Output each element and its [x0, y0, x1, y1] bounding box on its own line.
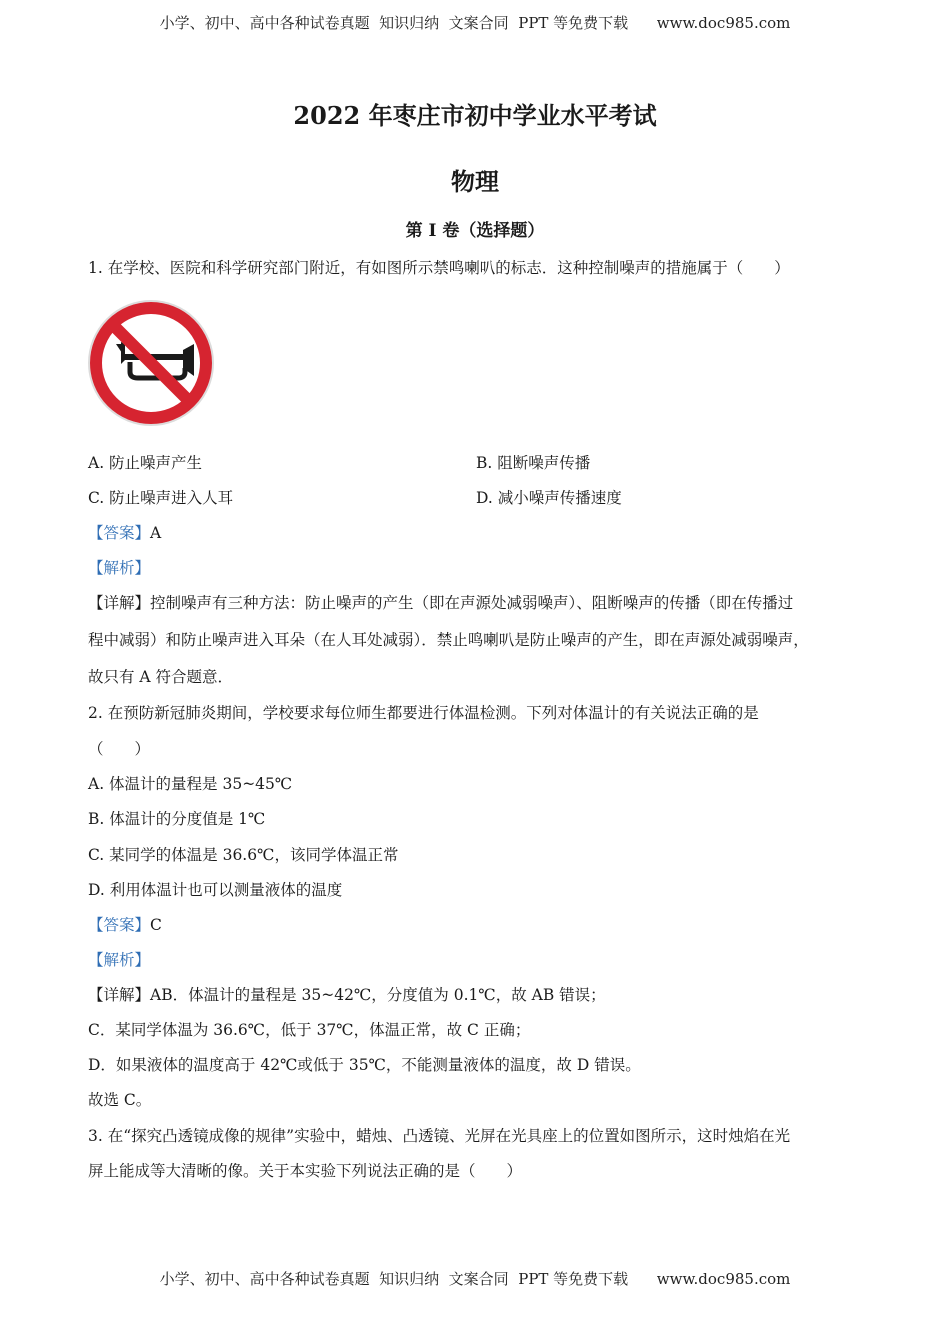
detail-text: 控制噪声有三种方法：防止噪声的产生（即在声源处减弱噪声）、阻断噪声的传播（即在传播过 [150, 594, 794, 612]
q2-detail-line-3: D．如果液体的温度高于 42℃或低于 35℃，不能测量液体的温度，故 D 错误。 [88, 1056, 641, 1074]
q3-stem-line-1: 3. 在“探究凸透镜成像的规律”实验中，蜡烛、凸透镜、光屏在光具座上的位置如图所示，这时烛焰在光 [88, 1127, 791, 1145]
q1-option-c: C. 防止噪声进入人耳 [88, 489, 234, 507]
subject-title: 物理 [451, 167, 499, 196]
q1-option-d: D. 减小噪声传播速度 [476, 489, 622, 507]
answer-value: A [150, 524, 162, 542]
q1-analysis-label: 【解析】 [88, 559, 151, 577]
exam-title: 2022 年枣庄市初中学业水平考试 [293, 101, 657, 130]
q1-answer [88, 521, 161, 543]
q2-analysis-label: 【解析】 [88, 951, 151, 969]
q1-stem: 1. 在学校、医院和科学研究部门附近，有如图所示禁鸣喇叭的标志．这种控制噪声的措施属于（ ） [88, 259, 790, 277]
section-title: 第 I 卷（选择题） [405, 221, 545, 241]
q1-option-b: B. 阻断噪声传播 [476, 454, 591, 472]
q2-option-a: A. 体温计的量程是 35~45℃ [88, 775, 293, 793]
answer-label: 【答案】 [88, 916, 151, 934]
q1-detail-line-1 [88, 591, 793, 613]
q1-detail-line-2: 程中减弱）和防止噪声进入耳朵（在人耳处减弱）．禁止鸣喇叭是防止噪声的产生，即在声源处减弱噪声， [88, 631, 809, 649]
detail-text: AB．体温计的量程是 35~42℃，分度值为 0.1℃，故 AB 错误； [150, 986, 606, 1004]
q2-stem-line-1: 2. 在预防新冠肺炎期间，学校要求每位师生都要进行体温检测。下列对体温计的有关说法正确的是 [88, 704, 759, 722]
answer-label: 【答案】 [88, 524, 151, 542]
no-horn-sign-icon [86, 298, 216, 428]
q2-option-d: D. 利用体温计也可以测量液体的温度 [88, 881, 343, 899]
q3-stem-line-2: 屏上能成等大清晰的像。关于本实验下列说法正确的是（ ） [88, 1162, 523, 1180]
detail-label: 【详解】 [88, 594, 151, 612]
detail-label: 【详解】 [88, 986, 151, 1004]
answer-value: C [150, 916, 162, 934]
q1-option-a: A. 防止噪声产生 [88, 454, 203, 472]
q1-detail-line-3: 故只有 A 符合题意． [88, 668, 234, 686]
q2-detail-line-4: 故选 C。 [88, 1091, 152, 1109]
q2-option-c: C. 某同学的体温是 36.6℃，该同学体温正常 [88, 846, 399, 864]
page-footer: 小学、初中、高中各种试卷真题 知识归纳 文案合同 PPT 等免费下载 www.doc985.com [159, 1270, 791, 1288]
q2-detail-line-2: C．某同学体温为 36.6℃，低于 37℃，体温正常，故 C 正确； [88, 1021, 531, 1039]
q2-stem-line-2: （ ） [88, 740, 151, 758]
q2-option-b: B. 体温计的分度值是 1℃ [88, 810, 266, 828]
q2-answer [88, 913, 162, 935]
page-header: 小学、初中、高中各种试卷真题 知识归纳 文案合同 PPT 等免费下载 www.doc985.com [159, 14, 791, 32]
q2-detail-line-1 [88, 983, 606, 1005]
